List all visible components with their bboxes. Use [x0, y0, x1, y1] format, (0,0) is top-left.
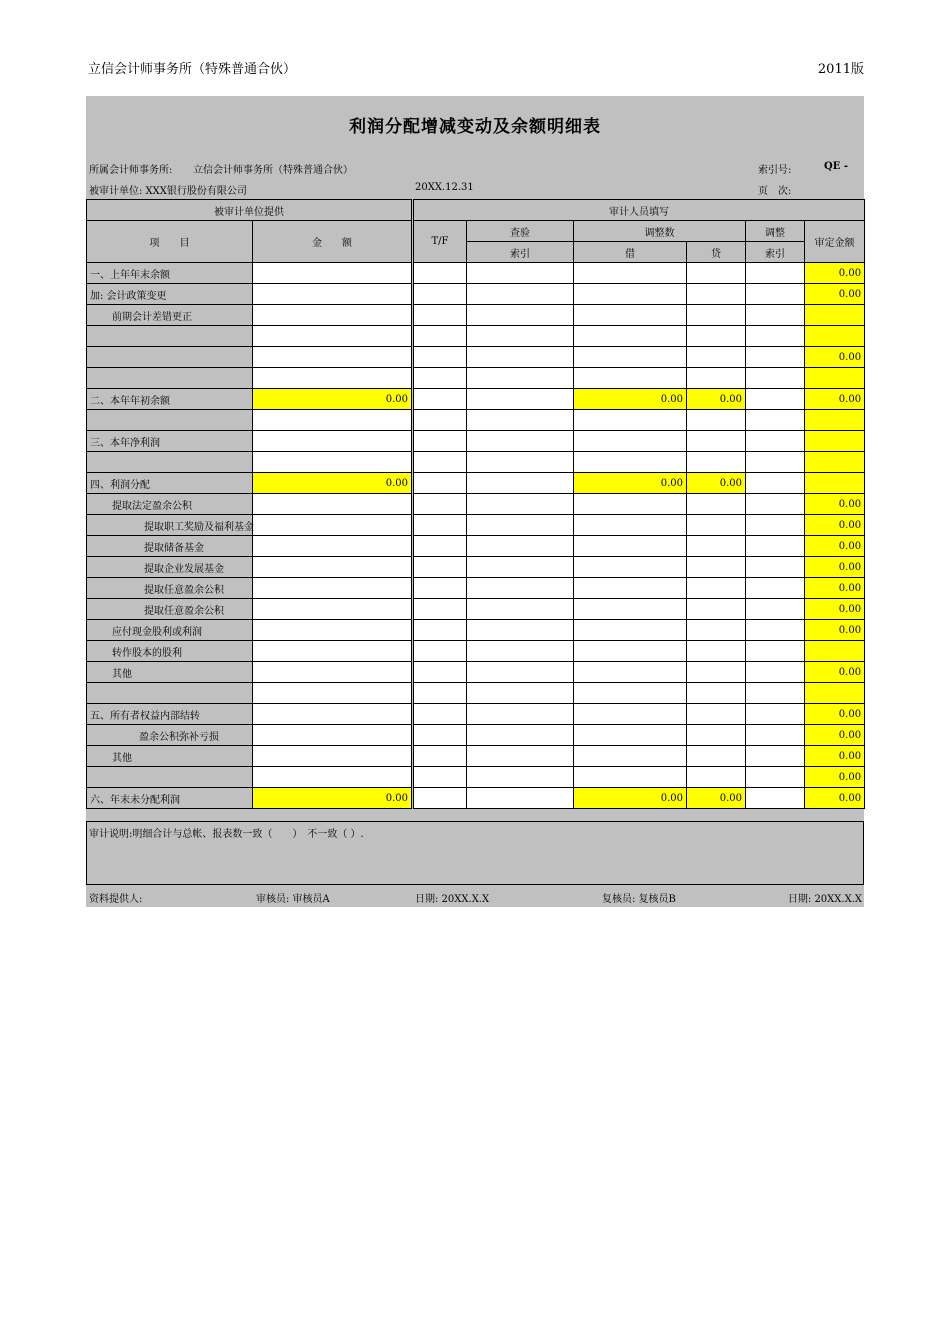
audited-amount-cell[interactable]: 0.00	[805, 725, 865, 746]
row-label	[87, 410, 253, 431]
debit-cell[interactable]	[574, 746, 687, 767]
table-row	[87, 599, 865, 620]
credit-cell[interactable]	[687, 347, 746, 368]
audited-amount-cell[interactable]	[805, 326, 865, 347]
credit-cell[interactable]	[687, 536, 746, 557]
amount-cell[interactable]: 0.00	[253, 788, 412, 809]
credit-cell[interactable]	[687, 725, 746, 746]
table-row	[87, 515, 865, 536]
tf-cell[interactable]	[414, 683, 467, 704]
table-row	[87, 494, 865, 515]
amount-cell[interactable]	[253, 683, 412, 704]
debit-cell[interactable]	[574, 725, 687, 746]
tf-cell[interactable]	[414, 494, 467, 515]
audited-amount-cell[interactable]: 0.00	[805, 536, 865, 557]
check-index-cell[interactable]	[467, 620, 574, 641]
table-row	[87, 641, 865, 662]
amount-cell[interactable]	[253, 746, 412, 767]
audited-amount-cell[interactable]: 0.00	[805, 746, 865, 767]
audited-amount-cell[interactable]: 0.00	[805, 347, 865, 368]
amount-cell[interactable]	[253, 347, 412, 368]
amount-cell[interactable]	[253, 263, 412, 284]
row-label: 其他	[87, 662, 253, 683]
tf-cell[interactable]	[414, 557, 467, 578]
table-row	[87, 557, 865, 578]
table-row	[87, 788, 865, 809]
table-row	[87, 746, 865, 767]
table-row	[87, 704, 865, 725]
row-label: 盈余公积弥补亏损	[87, 725, 253, 746]
tf-header: T/F	[414, 221, 467, 263]
check-header-bottom: 索引	[467, 242, 574, 263]
worksheet	[86, 96, 864, 907]
debit-cell[interactable]	[574, 368, 687, 389]
audited-amount-cell[interactable]	[805, 305, 865, 326]
row-label	[87, 347, 253, 368]
adjust-index-cell[interactable]	[746, 746, 805, 767]
index-value: QE -	[824, 161, 848, 172]
credit-cell[interactable]	[687, 746, 746, 767]
row-label: 三、本年净利润	[87, 431, 253, 452]
debit-cell[interactable]	[574, 767, 687, 788]
row-label: 提取储备基金	[87, 536, 253, 557]
auditor-header: 审计人员填写	[414, 200, 865, 221]
check-index-cell[interactable]	[467, 494, 574, 515]
footer-date-1: 日期: 20XX.X.X	[415, 894, 490, 905]
row-label: 一、上年年末余额	[87, 263, 253, 284]
client-provided-header: 被审计单位提供	[87, 200, 412, 221]
row-label	[87, 452, 253, 473]
audited-amount-cell[interactable]: 0.00	[805, 704, 865, 725]
row-label: 五、所有者权益内部结转	[87, 704, 253, 725]
check-index-cell[interactable]	[467, 410, 574, 431]
tf-cell[interactable]	[414, 263, 467, 284]
audited-amount-cell[interactable]: 0.00	[805, 389, 865, 410]
credit-cell[interactable]	[687, 368, 746, 389]
audited-amount-cell[interactable]	[805, 473, 865, 494]
credit-cell[interactable]	[687, 767, 746, 788]
check-index-cell[interactable]	[467, 284, 574, 305]
debit-cell[interactable]	[574, 515, 687, 536]
table-row	[87, 452, 865, 473]
table-row	[87, 431, 865, 452]
amount-cell[interactable]	[253, 725, 412, 746]
adjust-index-cell[interactable]	[746, 368, 805, 389]
adjust-index-cell[interactable]	[746, 599, 805, 620]
adjust-index-cell[interactable]	[746, 284, 805, 305]
table-row	[87, 620, 865, 641]
credit-cell[interactable]	[687, 452, 746, 473]
audited-amount-cell[interactable]: 0.00	[805, 620, 865, 641]
detail-table	[86, 199, 865, 809]
tf-cell[interactable]	[414, 788, 467, 809]
credit-cell[interactable]	[687, 305, 746, 326]
debit-cell[interactable]	[574, 578, 687, 599]
debit-cell[interactable]	[574, 662, 687, 683]
adj-index-header-top: 调整	[746, 221, 805, 242]
debit-cell[interactable]	[574, 305, 687, 326]
amount-cell[interactable]	[253, 599, 412, 620]
check-index-cell[interactable]	[467, 746, 574, 767]
debit-cell[interactable]	[574, 683, 687, 704]
amount-cell[interactable]	[253, 641, 412, 662]
row-label: 六、年末未分配利润	[87, 788, 253, 809]
credit-cell[interactable]	[687, 515, 746, 536]
row-label: 提取法定盈余公积	[87, 494, 253, 515]
credit-cell[interactable]	[687, 620, 746, 641]
page-label: 页 次:	[758, 186, 792, 197]
table-row	[87, 389, 865, 410]
tf-cell[interactable]	[414, 704, 467, 725]
adj-index-header-bottom: 索引	[746, 242, 805, 263]
row-label	[87, 326, 253, 347]
adjust-index-cell[interactable]	[746, 431, 805, 452]
credit-cell[interactable]	[687, 263, 746, 284]
audited-amount-cell[interactable]	[805, 452, 865, 473]
debit-cell[interactable]: 0.00	[574, 788, 687, 809]
debit-cell[interactable]	[574, 284, 687, 305]
audited-amount-cell[interactable]: 0.00	[805, 662, 865, 683]
adjust-index-cell[interactable]	[746, 326, 805, 347]
item-header: 项 目	[87, 221, 253, 263]
amount-cell[interactable]	[253, 557, 412, 578]
credit-cell[interactable]: 0.00	[687, 788, 746, 809]
tf-cell[interactable]	[414, 725, 467, 746]
debit-cell[interactable]	[574, 599, 687, 620]
adjust-index-cell[interactable]	[746, 347, 805, 368]
amount-cell[interactable]	[253, 431, 412, 452]
table-row	[87, 347, 865, 368]
row-label: 提取任意盈余公积	[87, 578, 253, 599]
audited-amount-cell[interactable]: 0.00	[805, 263, 865, 284]
adjust-index-cell[interactable]	[746, 725, 805, 746]
amount-cell[interactable]	[253, 368, 412, 389]
firm-value: 立信会计师事务所（特殊普通合伙）	[193, 165, 353, 176]
check-index-cell[interactable]	[467, 767, 574, 788]
debit-cell[interactable]	[574, 620, 687, 641]
audited-amount-cell[interactable]: 0.00	[805, 494, 865, 515]
tf-cell[interactable]	[414, 452, 467, 473]
row-label: 加: 会计政策变更	[87, 284, 253, 305]
adjust-index-cell[interactable]	[746, 536, 805, 557]
check-header-top: 查验	[467, 221, 574, 242]
amount-header: 金 额	[253, 221, 412, 263]
adjust-index-cell[interactable]	[746, 410, 805, 431]
table-row	[87, 725, 865, 746]
debit-cell[interactable]	[574, 494, 687, 515]
row-label	[87, 368, 253, 389]
credit-cell[interactable]: 0.00	[687, 473, 746, 494]
debit-cell[interactable]	[574, 431, 687, 452]
credit-cell[interactable]	[687, 410, 746, 431]
row-label: 二、本年年初余额	[87, 389, 253, 410]
debit-cell[interactable]: 0.00	[574, 473, 687, 494]
table-row	[87, 662, 865, 683]
audited-amount-cell[interactable]	[805, 431, 865, 452]
check-index-cell[interactable]	[467, 452, 574, 473]
tf-cell[interactable]	[414, 431, 467, 452]
check-index-cell[interactable]	[467, 704, 574, 725]
index-label: 索引号:	[758, 165, 792, 176]
adjust-index-cell[interactable]	[746, 620, 805, 641]
firm-header: 立信会计师事务所（特殊普通合伙）	[88, 62, 297, 77]
row-label: 应付现金股利或利润	[87, 620, 253, 641]
amount-cell[interactable]	[253, 704, 412, 725]
adjust-index-cell[interactable]	[746, 641, 805, 662]
amount-cell[interactable]	[253, 284, 412, 305]
credit-header: 贷	[687, 242, 746, 263]
check-index-cell[interactable]	[467, 305, 574, 326]
check-index-cell[interactable]	[467, 326, 574, 347]
tf-cell[interactable]	[414, 326, 467, 347]
tf-cell[interactable]	[414, 368, 467, 389]
debit-cell[interactable]	[574, 263, 687, 284]
check-index-cell[interactable]	[467, 662, 574, 683]
credit-cell[interactable]	[687, 662, 746, 683]
check-index-cell[interactable]	[467, 515, 574, 536]
amount-cell[interactable]: 0.00	[253, 389, 412, 410]
audited-amount-cell[interactable]: 0.00	[805, 515, 865, 536]
table-row	[87, 284, 865, 305]
debit-cell[interactable]: 0.00	[574, 389, 687, 410]
period-date: 20XX.12.31	[415, 182, 474, 193]
debit-cell[interactable]	[574, 641, 687, 662]
table-row	[87, 683, 865, 704]
credit-cell[interactable]	[687, 284, 746, 305]
amount-cell[interactable]	[253, 620, 412, 641]
adjust-index-cell[interactable]	[746, 662, 805, 683]
audited-amount-cell[interactable]	[805, 368, 865, 389]
check-index-cell[interactable]	[467, 473, 574, 494]
footer-rechecker: 复核员: 复核员B	[602, 894, 676, 905]
check-index-cell[interactable]	[467, 431, 574, 452]
table-row	[87, 767, 865, 788]
table-row	[87, 473, 865, 494]
debit-cell[interactable]	[574, 326, 687, 347]
audited-amount-cell[interactable]: 0.00	[805, 557, 865, 578]
debit-cell[interactable]	[574, 452, 687, 473]
amount-cell[interactable]	[253, 578, 412, 599]
amount-cell[interactable]	[253, 410, 412, 431]
tf-cell[interactable]	[414, 389, 467, 410]
footer-provider: 资料提供人:	[89, 894, 143, 905]
check-index-cell[interactable]	[467, 683, 574, 704]
credit-cell[interactable]	[687, 704, 746, 725]
debit-cell[interactable]	[574, 536, 687, 557]
tf-cell[interactable]	[414, 620, 467, 641]
check-index-cell[interactable]	[467, 389, 574, 410]
amount-cell[interactable]	[253, 662, 412, 683]
row-label	[87, 683, 253, 704]
tf-cell[interactable]	[414, 767, 467, 788]
tf-cell[interactable]	[414, 410, 467, 431]
check-index-cell[interactable]	[467, 557, 574, 578]
row-label: 提取任意盈余公积	[87, 599, 253, 620]
audited-amount-cell[interactable]: 0.00	[805, 284, 865, 305]
audited-amount-cell[interactable]: 0.00	[805, 767, 865, 788]
credit-cell[interactable]	[687, 641, 746, 662]
check-index-cell[interactable]	[467, 263, 574, 284]
amount-cell[interactable]	[253, 494, 412, 515]
row-label: 四、利润分配	[87, 473, 253, 494]
adjust-index-cell[interactable]	[746, 578, 805, 599]
credit-cell[interactable]	[687, 578, 746, 599]
row-label: 转作股本的股利	[87, 641, 253, 662]
table-row	[87, 578, 865, 599]
tf-cell[interactable]	[414, 599, 467, 620]
audited-amount-cell[interactable]	[805, 683, 865, 704]
row-label: 其他	[87, 746, 253, 767]
table-row	[87, 305, 865, 326]
sheet-title: 利润分配增减变动及余额明细表	[349, 117, 601, 137]
audited-header: 审定金额	[805, 221, 865, 263]
credit-cell[interactable]	[687, 599, 746, 620]
audited-amount-cell[interactable]	[805, 641, 865, 662]
audited-amount-cell[interactable]: 0.00	[805, 599, 865, 620]
row-label: 提取职工奖励及福利基金	[87, 515, 253, 536]
amount-cell[interactable]	[253, 452, 412, 473]
debit-cell[interactable]	[574, 704, 687, 725]
adjust-index-cell[interactable]	[746, 683, 805, 704]
check-index-cell[interactable]	[467, 347, 574, 368]
credit-cell[interactable]: 0.00	[687, 389, 746, 410]
tf-cell[interactable]	[414, 641, 467, 662]
version-label: 2011版	[817, 62, 864, 77]
firm-label: 所属会计师事务所:	[89, 165, 173, 176]
credit-cell[interactable]	[687, 431, 746, 452]
check-index-cell[interactable]	[467, 536, 574, 557]
amount-cell[interactable]	[253, 326, 412, 347]
table-row	[87, 368, 865, 389]
audited-amount-cell[interactable]: 0.00	[805, 788, 865, 809]
adjust-index-cell[interactable]	[746, 452, 805, 473]
table-row	[87, 326, 865, 347]
check-index-cell[interactable]	[467, 599, 574, 620]
debit-cell[interactable]	[574, 347, 687, 368]
tf-cell[interactable]	[414, 746, 467, 767]
adjust-index-cell[interactable]	[746, 767, 805, 788]
row-label	[87, 767, 253, 788]
tf-cell[interactable]	[414, 347, 467, 368]
amount-cell[interactable]: 0.00	[253, 473, 412, 494]
credit-cell[interactable]	[687, 326, 746, 347]
adjust-index-cell[interactable]	[746, 704, 805, 725]
amount-cell[interactable]	[253, 767, 412, 788]
check-index-cell[interactable]	[467, 641, 574, 662]
table-row	[87, 263, 865, 284]
footer-reviewer: 审核员: 审核员A	[256, 894, 330, 905]
adjust-index-cell[interactable]	[746, 263, 805, 284]
check-index-cell[interactable]	[467, 725, 574, 746]
tf-cell[interactable]	[414, 284, 467, 305]
amount-cell[interactable]	[253, 515, 412, 536]
client-label: 被审计单位: XXX银行股份有限公司	[89, 186, 247, 197]
audited-amount-cell[interactable]	[805, 410, 865, 431]
adjust-index-cell[interactable]	[746, 788, 805, 809]
credit-cell[interactable]	[687, 557, 746, 578]
check-index-cell[interactable]	[467, 788, 574, 809]
audit-note: 审计说明:明细合计与总帐、报表数一致（ ） 不一致（ ）.	[89, 829, 364, 840]
amount-cell[interactable]	[253, 536, 412, 557]
adjust-index-cell[interactable]	[746, 473, 805, 494]
tf-cell[interactable]	[414, 662, 467, 683]
row-label: 前期会计差错更正	[87, 305, 253, 326]
tf-cell[interactable]	[414, 473, 467, 494]
adjust-index-cell[interactable]	[746, 494, 805, 515]
check-index-cell[interactable]	[467, 368, 574, 389]
adjust-index-cell[interactable]	[746, 305, 805, 326]
debit-cell[interactable]	[574, 410, 687, 431]
debit-header: 借	[574, 242, 687, 263]
tf-cell[interactable]	[414, 536, 467, 557]
tf-cell[interactable]	[414, 305, 467, 326]
debit-cell[interactable]	[574, 557, 687, 578]
credit-cell[interactable]	[687, 494, 746, 515]
adjust-index-cell[interactable]	[746, 557, 805, 578]
table-row	[87, 410, 865, 431]
adjust-index-cell[interactable]	[746, 515, 805, 536]
check-index-cell[interactable]	[467, 578, 574, 599]
tf-cell[interactable]	[414, 578, 467, 599]
adjust-header: 调整数	[574, 221, 746, 242]
tf-cell[interactable]	[414, 515, 467, 536]
adjust-index-cell[interactable]	[746, 389, 805, 410]
footer-date-2: 日期: 20XX.X.X	[787, 894, 862, 905]
table-row	[87, 536, 865, 557]
credit-cell[interactable]	[687, 683, 746, 704]
audited-amount-cell[interactable]: 0.00	[805, 578, 865, 599]
amount-cell[interactable]	[253, 305, 412, 326]
row-label: 提取企业发展基金	[87, 557, 253, 578]
